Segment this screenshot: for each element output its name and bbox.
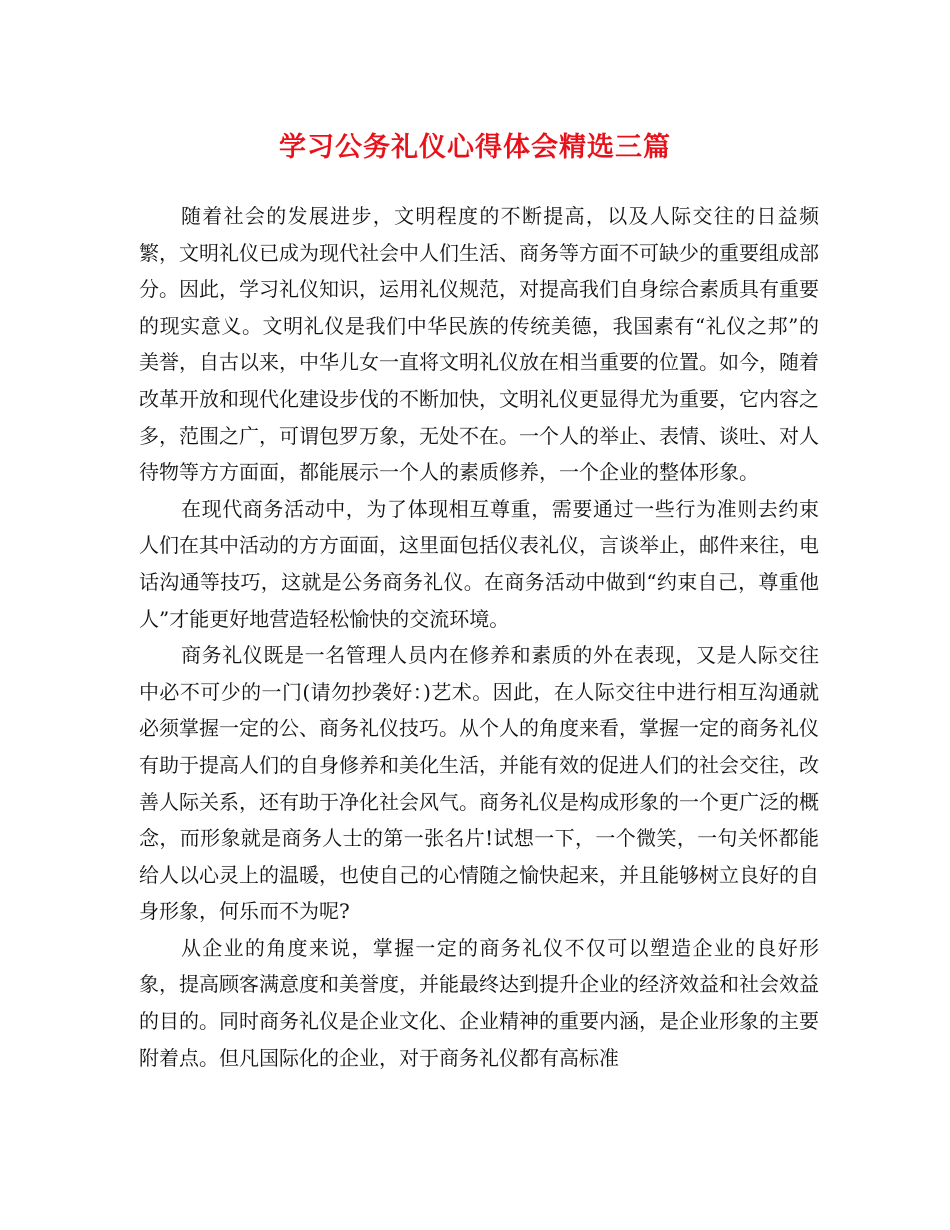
paragraph-4: 从企业的角度来说，掌握一定的商务礼仪不仅可以塑造企业的良好形象，提高顾客满意度和美誉度，并能最终达到提升企业的经济效益和社会效益的目的。同时商务礼仪是企业文化、企业精神的重要内涵，是企业形象的主要附着点。但凡国际化的企业，对于商务礼仪都有高标准 [139,935,819,1070]
paragraph-2: 在现代商务活动中，为了体现相互尊重，需要通过一些行为准则去约束人们在其中活动的方方面面，这里面包括仪表礼仪，言谈举止，邮件来往，电话沟通等技巧，这就是公务商务礼仪。在商务活动中做到“约束自己，尊重他人”才能更好地营造轻松愉快的交流环境。 [139,496,819,631]
document-body [139,198,819,1076]
paragraph-3: 商务礼仪既是一名管理人员内在修养和素质的外在表现，又是人际交往中必不可少的一门(请勿抄袭好：)艺术。因此，在人际交往中进行相互沟通就必须掌握一定的公、商务礼仪技巧。从个人的角度来看，掌握一定的商务礼仪有助于提高人们的自身修养和美化生活，并能有效的促进人们的社会交往，改善人际关系，还有助于净化社会风气。商务礼仪是构成形象的一个更广泛的概念，而形象就是商务人士的第一张名片!试想一下，一个微笑，一句关怀都能给人以心灵上的温暖，也使自己的心情随之愉快起来，并且能够树立良好的自身形象，何乐而不为呢? [139,643,819,924]
paragraph-1: 随着社会的发展进步，文明程度的不断提高，以及人际交往的日益频繁，文明礼仪已成为现代社会中人们生活、商务等方面不可缺少的重要组成部分。因此，学习礼仪知识，运用礼仪规范，对提高我们自身综合素质具有重要的现实意义。文明礼仪是我们中华民族的传统美德，我国素有“礼仪之邦”的美誉，自古以来，中华儿女一直将文明礼仪放在相当重要的位置。如今，随着改革开放和现代化建设步伐的不断加快，文明礼仪更显得尤为重要，它内容之多，范围之广，可谓包罗万象，无处不在。一个人的举止、表情、谈吐、对人待物等方方面面，都能展示一个人的素质修养，一个企业的整体形象。 [139,204,819,485]
document-title: 学习公务礼仪心得体会精选三篇 [279,132,671,163]
